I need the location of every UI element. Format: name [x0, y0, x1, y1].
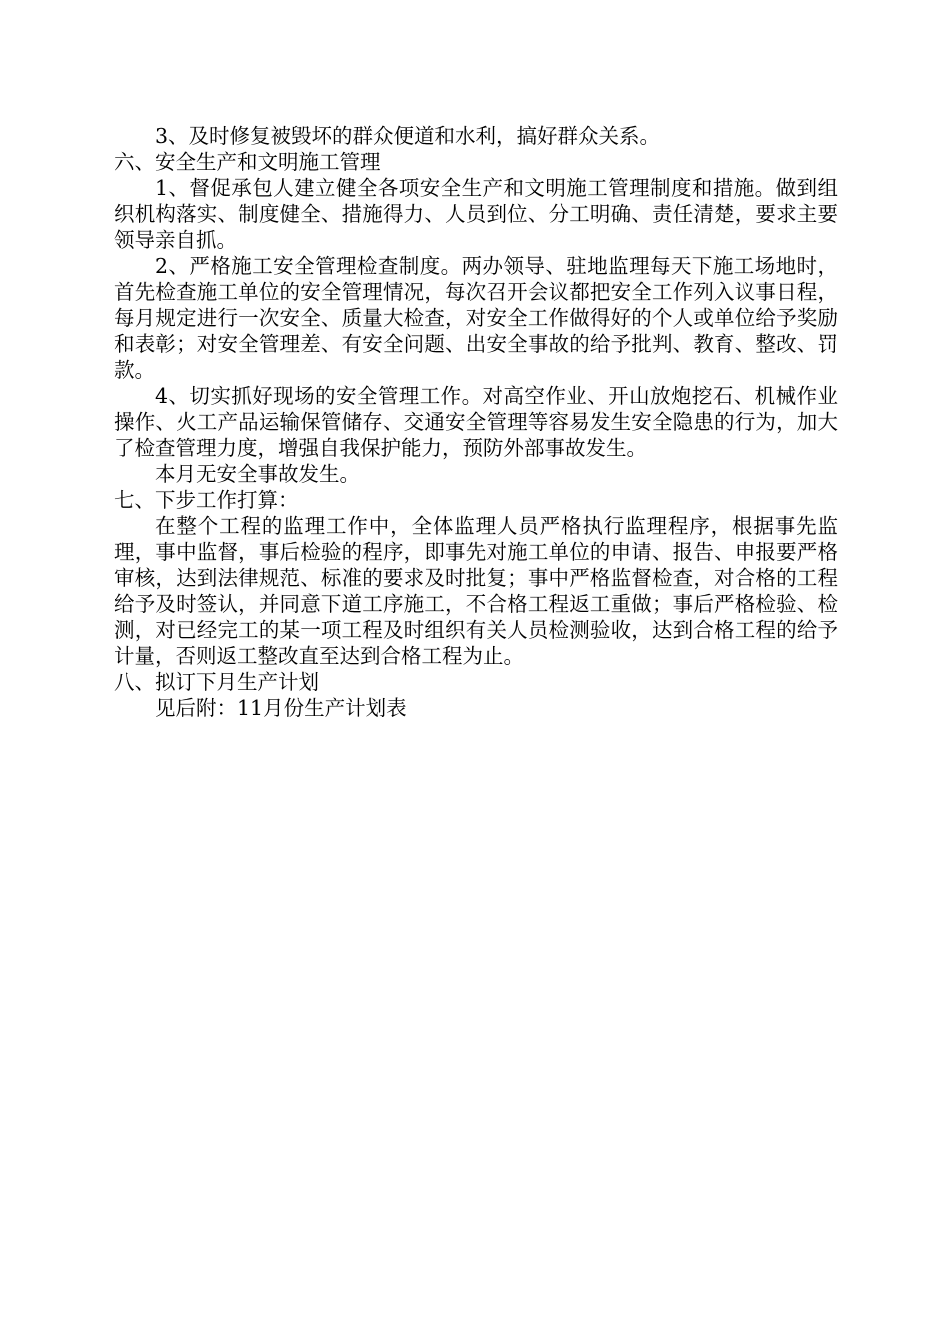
paragraph-no-accidents: 本月无安全事故发生。 [155, 462, 360, 486]
paragraph-safety-inspection: 2、严格施工安全管理检查制度。两办领导、驻地监理每天下施工场地时，首先检查施工单位的安全管理情况，每次召开会议都把安全工作列入议事日程，每月规定进行一次安全、质量大检查，对安全工作做得好的个人或单位给予奖励和表彰；对安全管理差、有安全问题、出安全事故的给予批判、教育、整改、罚款。 [114, 254, 838, 382]
section-heading-safety: 六、安全生产和文明施工管理 [114, 150, 381, 174]
paragraph-repair-roads: 3、及时修复被毁坏的群众便道和水利，搞好群众关系。 [155, 124, 661, 148]
section-heading-next-month-plan: 八、拟订下月生产计划 [114, 670, 319, 694]
document-body [114, 123, 838, 721]
paragraph-safety-systems: 1、督促承包人建立健全各项安全生产和文明施工管理制度和措施。做到组织机构落实、制度健全、措施得力、人员到位、分工明确、责任清楚，要求主要领导亲自抓。 [114, 176, 838, 252]
paragraph-supervision-procedure: 在整个工程的监理工作中，全体监理人员严格执行监理程序，根据事先监理，事中监督，事后检验的程序，即事先对施工单位的申请、报告、申报要严格审核，达到法律规范、标准的要求及时批复；事中严格监督检查，对合格的工程给予及时签认，并同意下道工序施工，不合格工程返工重做；事后严格检验、检测，对已经完工的某一项工程及时组织有关人员检测验收，达到合格工程的给予计量，否则返工整改直至达到合格工程为止。 [114, 514, 838, 668]
paragraph-site-safety: 4、切实抓好现场的安全管理工作。对高空作业、开山放炮挖石、机械作业操作、火工产品运输保管储存、交通安全管理等容易发生安全隐患的行为，加大了检查管理力度，增强自我保护能力，预防外部事故发生。 [114, 384, 838, 460]
paragraph-plan-attachment: 见后附：11月份生产计划表 [155, 696, 407, 720]
section-heading-next-steps: 七、下步工作打算： [114, 488, 299, 512]
